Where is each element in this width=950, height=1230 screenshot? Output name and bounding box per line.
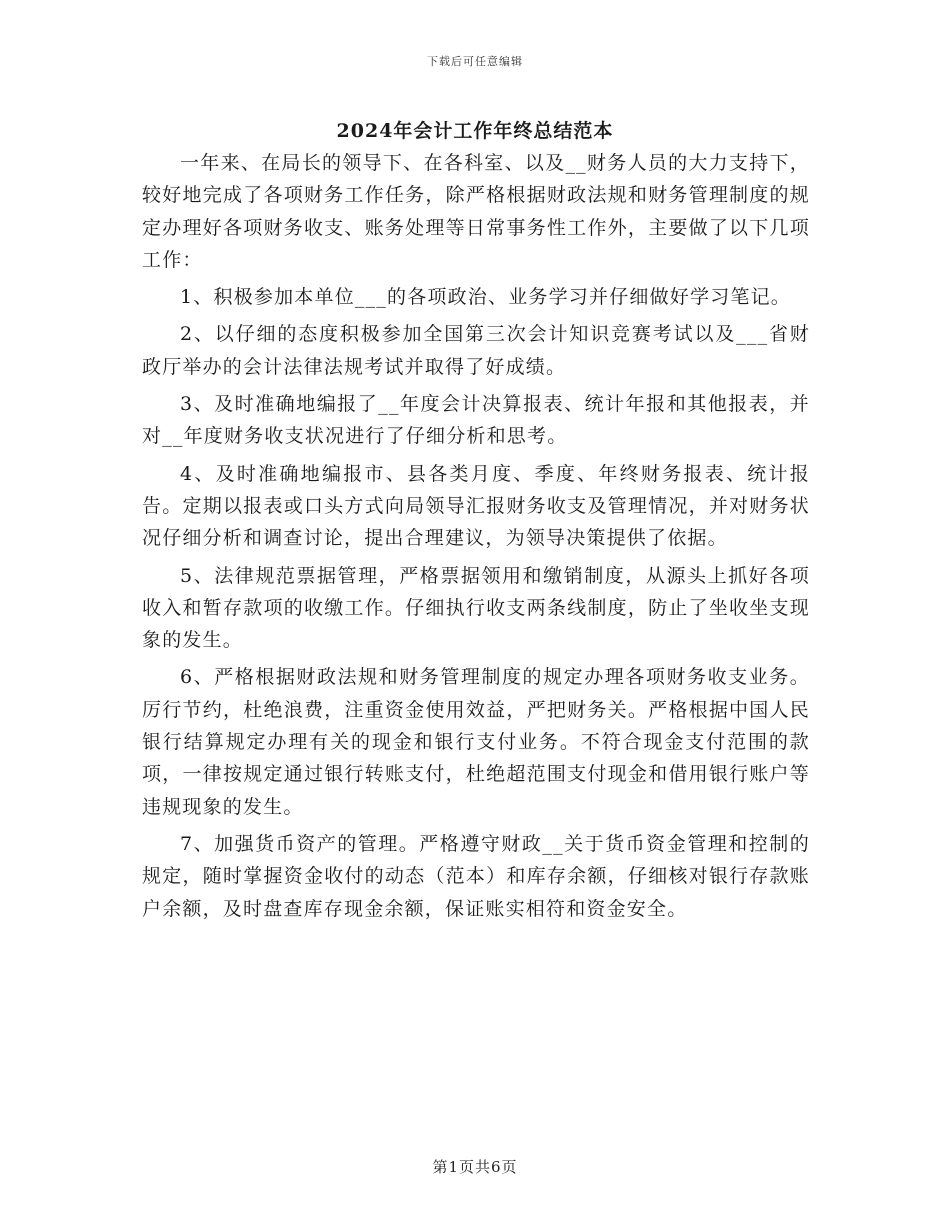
document-body: [142, 147, 810, 930]
paragraph-item-3: 3、及时准确地编报了__年度会计决算报表、统计年报和其他报表，并对__年度财务收支状况进行了仔细分析和思考。: [142, 393, 810, 448]
paragraph-item-5: 5、法律规范票据管理，严格票据领用和缴销制度，从源头上抓好各项收入和暂存款项的收缴工作。仔细执行收支两条线制度，防止了坐收坐支现象的发生。: [142, 564, 810, 652]
header-note: 下载后可任意编辑: [427, 55, 523, 68]
paragraph-item-6: 6、严格根据财政法规和财务管理制度的规定办理各项财务收支业务。厉行节约，杜绝浪费，注重资金使用效益，严把财务关。严格根据中国人民银行结算规定办理有关的现金和银行支付业务。不符合现金支付范围的款项，一律按规定通过银行转账支付，杜绝超范围支付现金和借用银行账户等违规现象的发生。: [142, 666, 810, 818]
paragraph-intro: 一年来、在局长的领导下、在各科室、以及__财务人员的大力支持下，较好地完成了各项财务工作任务，除严格根据财政法规和财务管理制度的规定办理好各项财务收支、账务处理等日常事务性工作外，主要做了以下几项工作：: [142, 152, 810, 271]
paragraph-item-1: 1、积极参加本单位___的各项政治、业务学习并仔细做好学习笔记。: [180, 286, 791, 309]
page-number: 第1页共6页: [432, 1158, 518, 1176]
paragraph-item-7: 7、加强货币资产的管理。严格遵守财政__关于货币资金管理和控制的规定，随时掌握资金收付的动态（范本）和库存余额，仔细核对银行存款账户余额，及时盘查库存现金余额，保证账实相符和资金安全。: [142, 832, 810, 920]
paragraph-item-2: 2、以仔细的态度积极参加全国第三次会计知识竞赛考试以及___省财政厅举办的会计法律法规考试并取得了好成绩。: [142, 323, 810, 378]
document-title: 2024年会计工作年终总结范本: [336, 120, 614, 142]
paragraph-item-4: 4、及时准确地编报市、县各类月度、季度、年终财务报表、统计报告。定期以报表或口头方式向局领导汇报财务收支及管理情况，并对财务状况仔细分析和调查讨论，提出合理建议，为领导决策提供了依据。: [142, 462, 810, 550]
